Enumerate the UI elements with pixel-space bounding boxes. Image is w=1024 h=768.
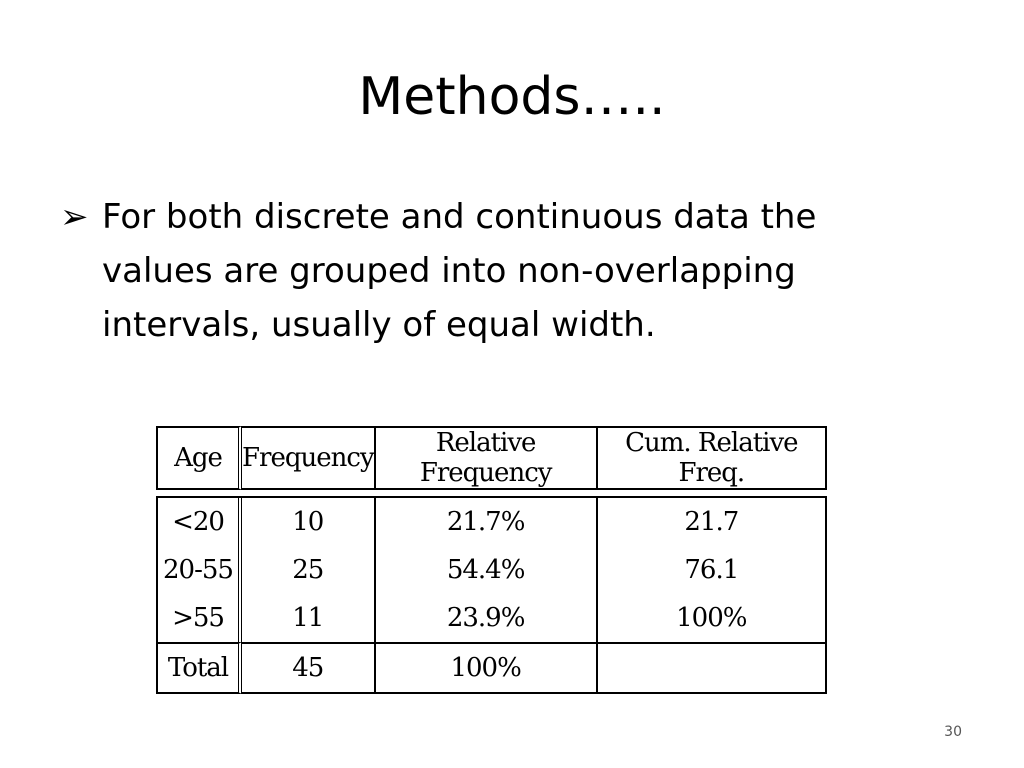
cell-frequency: 25 [242,546,376,594]
cell-frequency: 11 [242,594,376,642]
cell-age: <20 [156,498,242,546]
cell-relative-frequency: 23.9% [376,594,598,642]
arrow-bullet-icon: ➢ [60,197,89,237]
cell-cum-relative-freq: 100% [598,594,827,642]
table-row [156,546,827,594]
header-frequency: Frequency [242,426,376,490]
table-row [156,594,827,642]
bullet-point [60,190,920,352]
cell-total-cum-relative-freq [598,642,827,694]
cell-total-relative-frequency: 100% [376,642,598,694]
bullet-text: For both discrete and continuous data the values are grouped into non-overlapping intervals, usually of equal width. [102,197,817,345]
cell-frequency: 10 [242,498,376,546]
cell-total-frequency: 45 [242,642,376,694]
table-header-row [156,426,827,490]
header-relative-frequency: Relative Frequency [376,426,598,490]
cell-total-label: Total [156,642,242,694]
table-row [156,498,827,546]
cell-relative-frequency: 54.4% [376,546,598,594]
cell-age: >55 [156,594,242,642]
cell-age: 20-55 [156,546,242,594]
header-separator [156,490,827,498]
frequency-table [156,426,827,694]
table-total-row [156,642,827,694]
page-number: 30 [944,724,962,740]
slide-title: Methods….. [358,67,666,127]
cell-cum-relative-freq: 21.7 [598,498,827,546]
header-age: Age [156,426,242,490]
header-cum-relative-freq: Cum. Relative Freq. [598,426,827,490]
cell-cum-relative-freq: 76.1 [598,546,827,594]
cell-relative-frequency: 21.7% [376,498,598,546]
